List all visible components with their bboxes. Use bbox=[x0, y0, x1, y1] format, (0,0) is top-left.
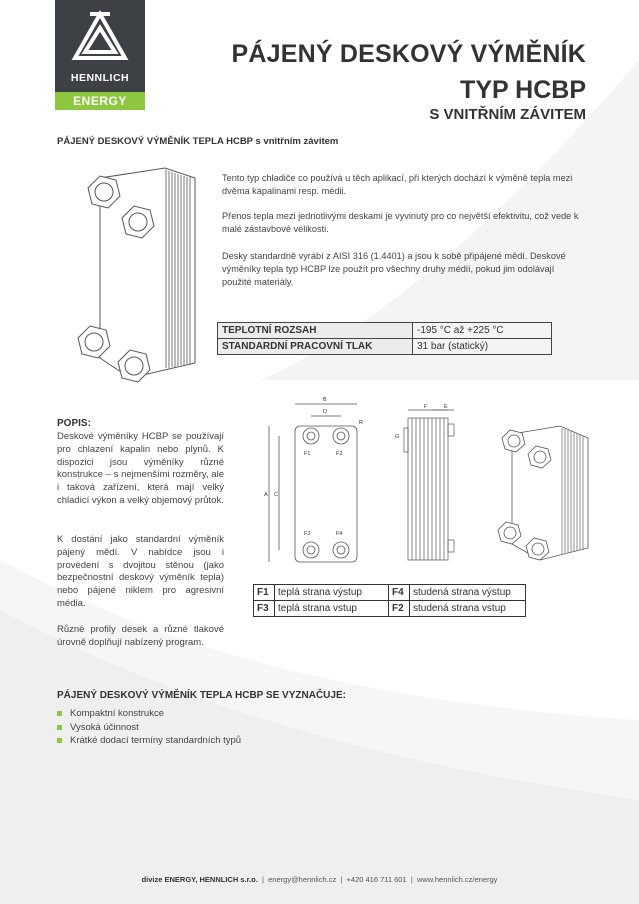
popis-paragraph-2: K dostání jako standardní výměník pájený mědí. V nabídce jsou i provedení s dvojitou stěnou (jako bezpečnostní deskový výměník tepla) nebo pájené niklem pro agresivní média. bbox=[57, 534, 224, 609]
port-code: F1 bbox=[254, 585, 275, 601]
port-label-f1: F1 bbox=[304, 451, 311, 457]
section-subheading: PÁJENÝ DESKOVÝ VÝMĚNÍK TEPLA HCBP s vnitřním závitem bbox=[57, 136, 339, 147]
spec-value: 31 bar (statický) bbox=[413, 339, 552, 355]
dim-label-b: B bbox=[323, 397, 327, 403]
spec-label: STANDARDNÍ PRACOVNÍ TLAK bbox=[218, 339, 413, 355]
spec-value: -195 °C až +225 °C bbox=[413, 323, 552, 339]
intro-paragraph-2: Přenos tepla mezi jednotlivými deskami je vyvinutý pro co největší efektivitu, což vede k malé zástavbové velikosti. bbox=[222, 211, 579, 234]
popis-paragraph-1: Deskové výměníky HCBP se používají pro chlazení kapalin nebo plynů. K dispozici jsou výměníky různé konstrukce – s nejmenšími rozměry, ale i taková zařízení, která mají velký chladicí výkon a velký objemový průtok. bbox=[57, 431, 224, 506]
feature-text: Vysoká účinnost bbox=[70, 721, 139, 733]
footer-phone: +420 416 711 601 bbox=[346, 875, 407, 884]
table-row bbox=[254, 585, 526, 601]
footer-separator: | bbox=[262, 875, 264, 884]
port-label-f2: F2 bbox=[336, 451, 343, 457]
table-row bbox=[254, 601, 526, 617]
port-code: F4 bbox=[389, 585, 410, 601]
product-image-small bbox=[490, 420, 595, 565]
brand-name: HENNLICH bbox=[70, 72, 130, 84]
dim-label-d: D bbox=[323, 409, 327, 415]
table-row bbox=[218, 339, 552, 355]
footer-email[interactable]: energy@hennlich.cz bbox=[268, 875, 337, 884]
list-item bbox=[57, 734, 241, 748]
ports-table bbox=[253, 584, 526, 617]
port-label-f4: F4 bbox=[336, 531, 343, 537]
footer-company: divize ENERGY, HENNLICH s.r.o. bbox=[141, 875, 258, 884]
page-title-variant: S VNITŘNÍM ZÁVITEM bbox=[429, 106, 586, 123]
dim-label-a: A bbox=[264, 492, 268, 498]
dim-label-g: G bbox=[395, 434, 400, 440]
features-heading: PÁJENÝ DESKOVÝ VÝMĚNÍK TEPLA HCBP SE VYZNAČUJE: bbox=[57, 690, 346, 701]
port-code: F2 bbox=[389, 601, 410, 617]
port-desc: teplá strana výstup bbox=[275, 585, 389, 601]
feature-text: Kompaktní konstrukce bbox=[70, 708, 164, 719]
port-label-f3: F3 bbox=[304, 531, 311, 537]
list-item bbox=[57, 707, 241, 721]
bullet-icon bbox=[57, 711, 62, 716]
popis-heading: POPIS: bbox=[57, 418, 91, 429]
feature-text: Krátké dodací termíny standardních typů bbox=[70, 735, 242, 746]
footer-web[interactable]: www.hennlich.cz/energy bbox=[416, 875, 498, 884]
dim-label-c: C bbox=[274, 492, 278, 498]
dim-label-e: E bbox=[444, 404, 448, 410]
footer bbox=[0, 875, 639, 884]
side-view-drawing bbox=[392, 400, 462, 570]
footer-separator: | bbox=[340, 875, 343, 884]
port-desc: studená strana vstup bbox=[410, 601, 526, 617]
popis-paragraph-3: Různé profily desek a různé tlakové úrovně doplňují nabízený program. bbox=[57, 624, 224, 648]
dim-label-r: R bbox=[359, 420, 363, 426]
intro-paragraph-3: Desky standardně vyrábí z AISI 316 (1.4401) a jsou k sobě připájené mědí. Deskové výměníky tepla typ HCBP lze použít pro všechny druhy médií, pokud jim odolávají použité materiály. bbox=[222, 251, 566, 287]
intro-paragraph-1: Tento typ chladiče co používá u těch aplikací, při kterých dochází k výměně tepla mezi dvěma kapalinami resp. médii. bbox=[222, 173, 573, 196]
spec-label: TEPLOTNÍ ROZSAH bbox=[218, 323, 413, 339]
page-title-type: TYP HCBP bbox=[460, 76, 586, 104]
page-title: PÁJENÝ DESKOVÝ VÝMĚNÍK bbox=[231, 40, 586, 68]
bullet-icon bbox=[57, 725, 62, 730]
port-code: F3 bbox=[254, 601, 275, 617]
specs-table bbox=[217, 322, 552, 355]
front-view-drawing bbox=[255, 392, 375, 578]
port-desc: studená strana výstup bbox=[410, 585, 526, 601]
features-list bbox=[57, 707, 241, 748]
list-item bbox=[57, 721, 241, 735]
product-image bbox=[70, 158, 210, 390]
brand-division: ENERGY bbox=[55, 92, 145, 110]
port-desc: teplá strana vstup bbox=[275, 601, 389, 617]
bullet-icon bbox=[57, 738, 62, 743]
table-row bbox=[218, 323, 552, 339]
footer-separator: | bbox=[410, 875, 413, 884]
logo-mark-icon bbox=[55, 0, 145, 72]
dim-label-f: F bbox=[424, 404, 428, 410]
